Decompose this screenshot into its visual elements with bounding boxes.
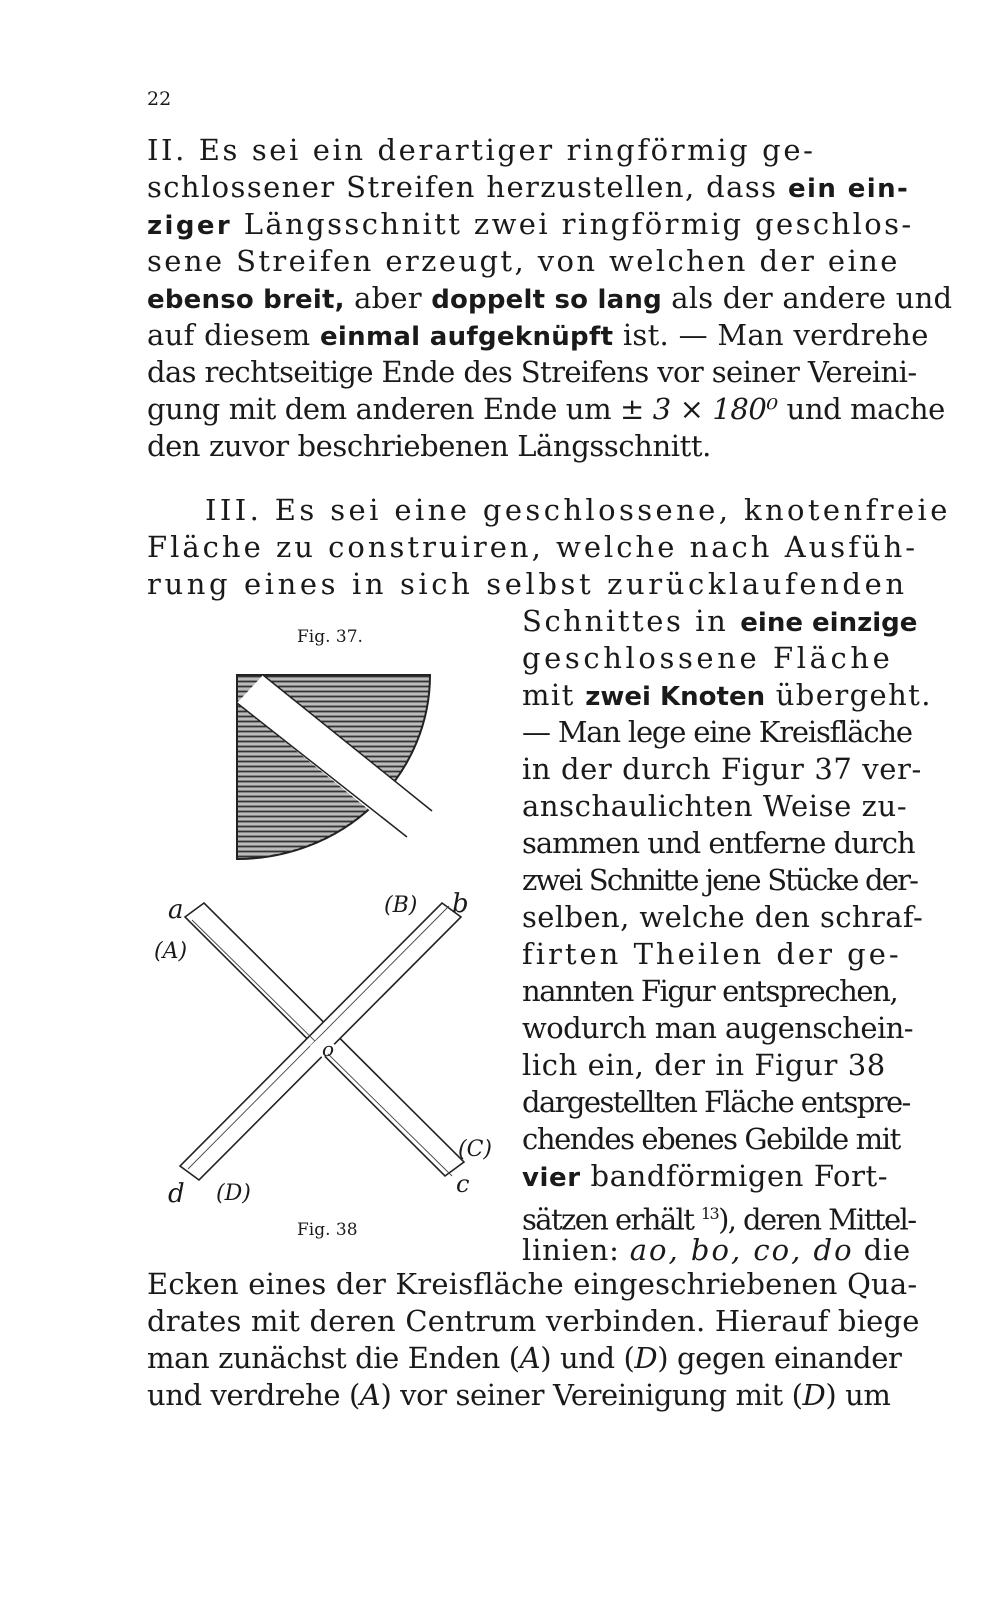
text-line: den zuvor beschriebenen Längsschnitt. <box>147 429 711 463</box>
bold-text: einmal aufgeknüpft <box>319 322 614 352</box>
text-line: anschaulichten Weise zu- <box>522 789 908 823</box>
text-span: ) vor seiner Vereinigung mit ( <box>380 1378 803 1412</box>
bold-text: eine einzige <box>740 608 918 638</box>
text-line: sammen und entferne durch <box>522 826 915 860</box>
text-line: drates mit deren Centrum verbinden. Hierauf biege <box>147 1304 920 1338</box>
text-span: auf diesem <box>147 318 320 352</box>
text-span: ist. — Man verdrehe <box>613 318 929 352</box>
figure-37-quarter-disc <box>233 665 445 865</box>
text-line: Ecken eines der Kreisfläche eingeschriebenen Qua- <box>147 1267 918 1301</box>
text-line: rung eines in sich selbst zurücklaufenden <box>147 567 908 601</box>
text-span: linien: <box>522 1233 630 1267</box>
italic-text: D <box>634 1341 658 1375</box>
italic-text: 180⁰ <box>712 392 778 426</box>
text-line <box>147 391 945 428</box>
footnote-ref: 13 <box>700 1204 719 1223</box>
text-line: dargestellten Fläche entspre- <box>522 1085 910 1119</box>
text-line <box>147 280 952 319</box>
text-line <box>147 1340 901 1377</box>
text-line <box>147 1377 890 1414</box>
text-span: mit <box>522 678 586 712</box>
text-span: die <box>853 1233 911 1267</box>
italic-text: 3 <box>652 392 671 426</box>
text-line: das rechtseitige Ende des Streifens vor seiner Vereini- <box>147 355 917 389</box>
text-span: gung mit dem anderen Ende um ± <box>147 392 653 426</box>
page-number: 22 <box>147 88 172 110</box>
text-span: und verdrehe ( <box>147 1378 360 1412</box>
text-span: ) und ( <box>540 1341 635 1375</box>
text-line: firten Theilen der ge- <box>522 937 902 971</box>
italic-text: ao, bo, co, do <box>629 1233 854 1267</box>
text-line: III. Es sei eine geschlossene, knotenfreie <box>205 493 951 527</box>
label-d: d <box>168 1179 185 1209</box>
label-C: (C) <box>458 1137 492 1162</box>
italic-text: A <box>359 1378 381 1412</box>
text-line: wodurch man augenschein- <box>522 1011 913 1045</box>
text-line: geschlossene Fläche <box>522 641 894 675</box>
text-span: ) um <box>825 1378 891 1412</box>
text-span: schlossener Streifen herzustellen, dass <box>147 170 789 204</box>
text-line <box>147 317 929 356</box>
text-line <box>522 1232 911 1269</box>
text-span: übergeht. <box>765 678 932 712</box>
text-span: Längsschnitt zwei ringförmig geschlos- <box>232 207 914 241</box>
text-span: als der andere und <box>661 281 953 315</box>
text-span: × <box>670 392 713 426</box>
text-line: — Man lege eine Kreisfläche <box>522 715 912 749</box>
text-line: zwei Schnitte jene Stücke der- <box>522 863 918 897</box>
text-span: aber <box>344 281 432 315</box>
text-line: in der durch Figur 37 ver- <box>522 752 922 786</box>
label-A: (A) <box>154 939 188 964</box>
bold-text: doppelt so lang <box>431 285 662 315</box>
text-span: ), deren Mittel- <box>718 1202 916 1237</box>
text-span: man zunächst die Enden ( <box>147 1341 520 1375</box>
text-line: chendes ebenes Gebilde mit <box>522 1122 900 1156</box>
text-line <box>147 206 914 245</box>
text-line: II. Es sei ein derartiger ringförmig ge- <box>147 133 816 167</box>
text-line <box>522 1158 888 1197</box>
text-line <box>147 169 909 208</box>
italic-text: A <box>519 1341 541 1375</box>
italic-text: D <box>802 1378 826 1412</box>
text-span: und mache <box>777 392 945 426</box>
label-b: b <box>452 889 469 919</box>
bold-text: ziger <box>147 211 233 241</box>
bold-text: ebenso breit, <box>147 285 345 315</box>
label-a: a <box>168 895 184 925</box>
label-B: (B) <box>384 893 418 918</box>
text-line <box>522 677 932 716</box>
text-line: selben, welche den schraf- <box>522 900 924 934</box>
text-span: Schnittes in <box>522 604 741 638</box>
text-span: bandförmigen Fort- <box>580 1159 889 1193</box>
text-line: sene Streifen erzeugt, von welchen der eine <box>147 244 900 278</box>
label-o: o <box>322 1037 335 1061</box>
text-line: lich ein, der in Figur 38 <box>522 1048 886 1082</box>
text-line: Fläche zu construiren, welche nach Ausfüh- <box>147 530 919 564</box>
figure-38-caption: Fig. 38 <box>297 1220 358 1240</box>
text-span: sätzen erhält <box>522 1202 701 1237</box>
text-line <box>522 603 917 642</box>
bold-text: ein ein- <box>788 174 910 204</box>
label-c: c <box>456 1170 470 1198</box>
bold-text: vier <box>522 1163 581 1193</box>
label-D: (D) <box>216 1181 251 1206</box>
bold-text: zwei Knoten <box>585 682 766 712</box>
text-span: ) gegen einander <box>657 1341 902 1375</box>
figure-38-cross <box>152 870 502 1215</box>
figure-37-caption: Fig. 37. <box>297 627 363 647</box>
text-line: nannten Figur entsprechen, <box>522 974 898 1008</box>
